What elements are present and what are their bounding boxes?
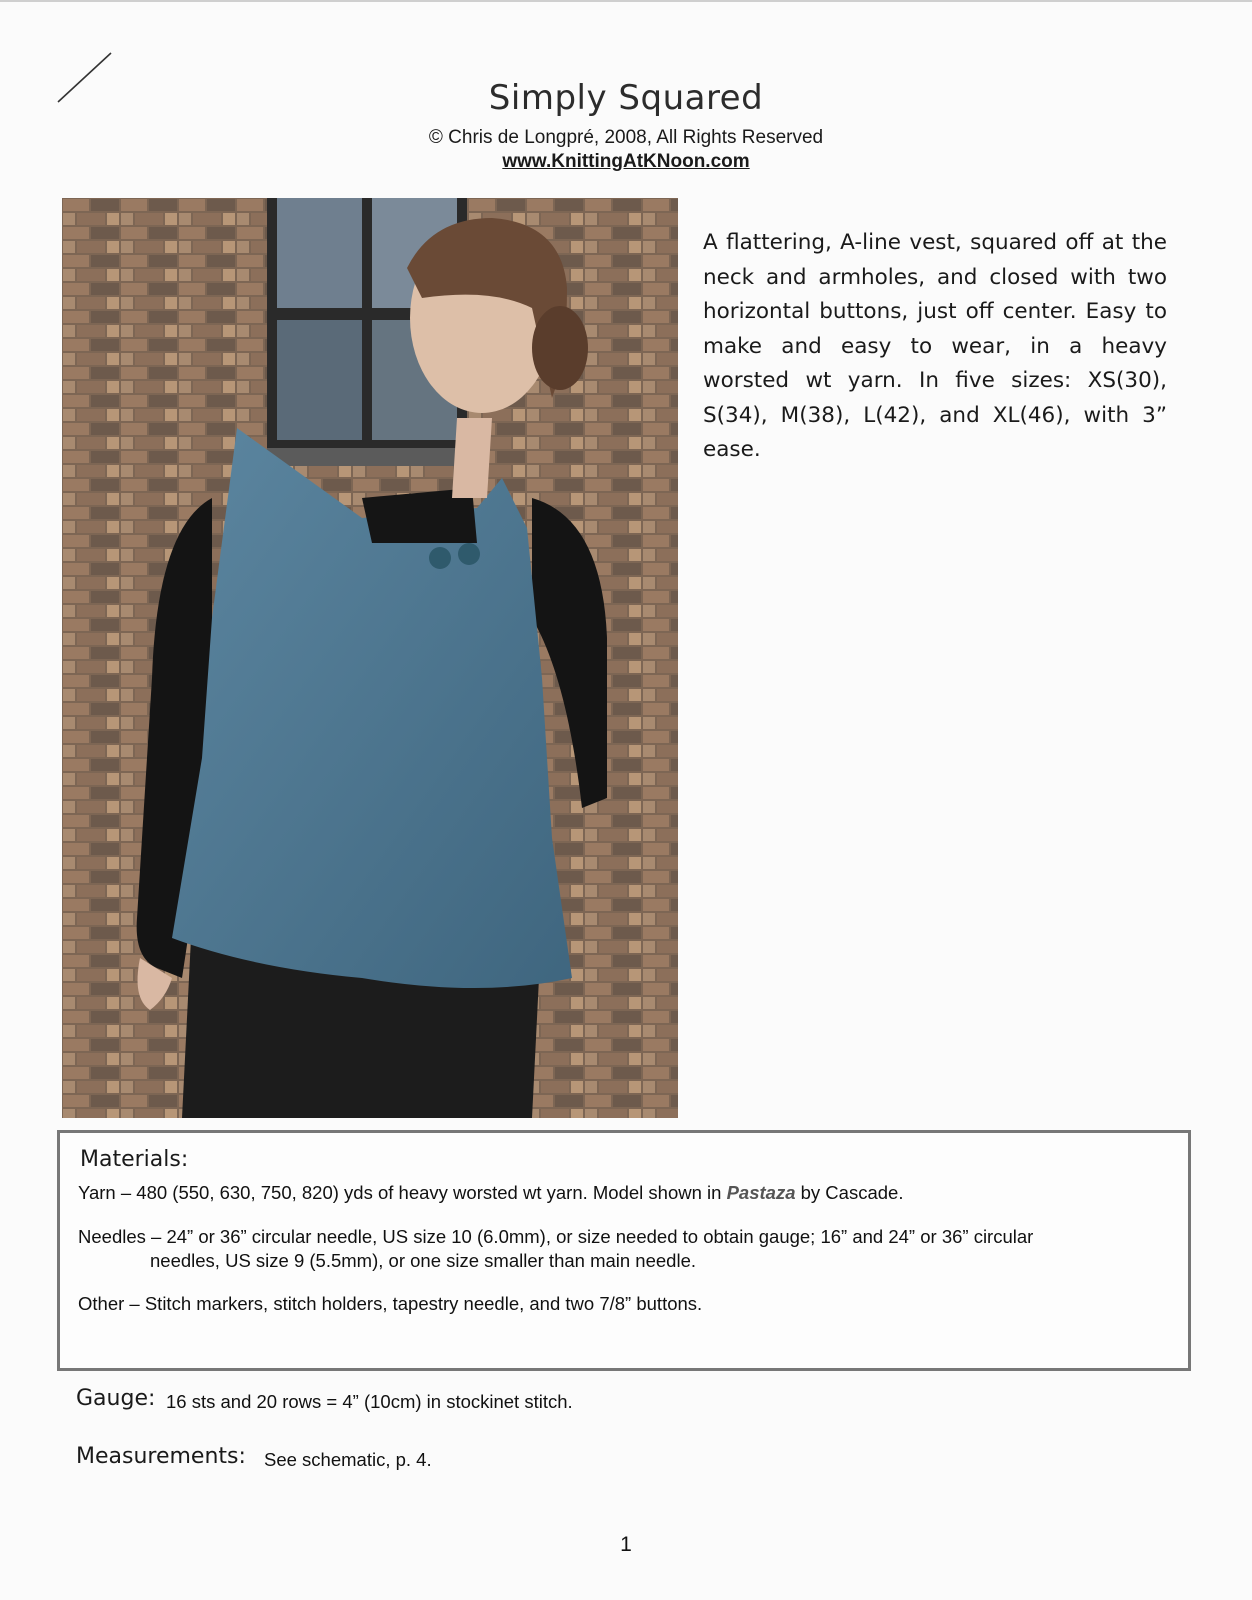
needles-text-1: 24” or 36” circular needle, US size 10 (6.0mm), or size needed to obtain gauge; 16” and 24” or 36” circular	[166, 1226, 1034, 1247]
needles-label: Needles –	[78, 1226, 162, 1247]
materials-box	[57, 1130, 1191, 1371]
other-line	[78, 1292, 702, 1316]
pattern-description: A flattering, A-line vest, squared off at the neck and armholes, and closed with two horizontal buttons, just off center. Easy to make and easy to wear, in a heavy worsted wt yarn. In five sizes: XS(30), S(34), M(38), L(42), and XL(46), with 3” ease.	[703, 230, 1167, 462]
needles-line-2: needles, US size 9 (5.5mm), or one size smaller than main needle.	[150, 1250, 697, 1271]
gauge-text: 16 sts and 20 rows = 4” (10cm) in stockinet stitch.	[166, 1391, 573, 1412]
materials-heading: Materials:	[80, 1147, 189, 1172]
measurements-heading: Measurements:	[76, 1444, 246, 1469]
yarn-line	[78, 1181, 903, 1205]
gauge-heading: Gauge:	[76, 1386, 156, 1411]
yarn-label: Yarn –	[78, 1182, 132, 1203]
page-number: 1	[620, 1533, 632, 1556]
yarn-text: 480 (550, 630, 750, 820) yds of heavy worsted wt yarn. Model shown in	[136, 1182, 722, 1203]
yarn-brand: Pastaza	[726, 1182, 796, 1203]
copyright-line: © Chris de Longpré, 2008, All Rights Reserved	[428, 127, 824, 148]
yarn-suffix: by Cascade.	[800, 1182, 904, 1203]
needles-line	[78, 1225, 1033, 1249]
website-link[interactable]: www.KnittingAtKNoon.com	[502, 151, 750, 172]
product-photo	[62, 198, 678, 1118]
other-text: Stitch markers, stitch holders, tapestry needle, and two 7/8” buttons.	[144, 1293, 703, 1314]
page-title: Simply Squared	[488, 78, 764, 118]
woman-wearing-blue-vest-icon	[62, 198, 678, 1118]
measurements-text: See schematic, p. 4.	[264, 1449, 432, 1470]
other-label: Other –	[78, 1293, 140, 1314]
top-rule	[0, 0, 1252, 2]
